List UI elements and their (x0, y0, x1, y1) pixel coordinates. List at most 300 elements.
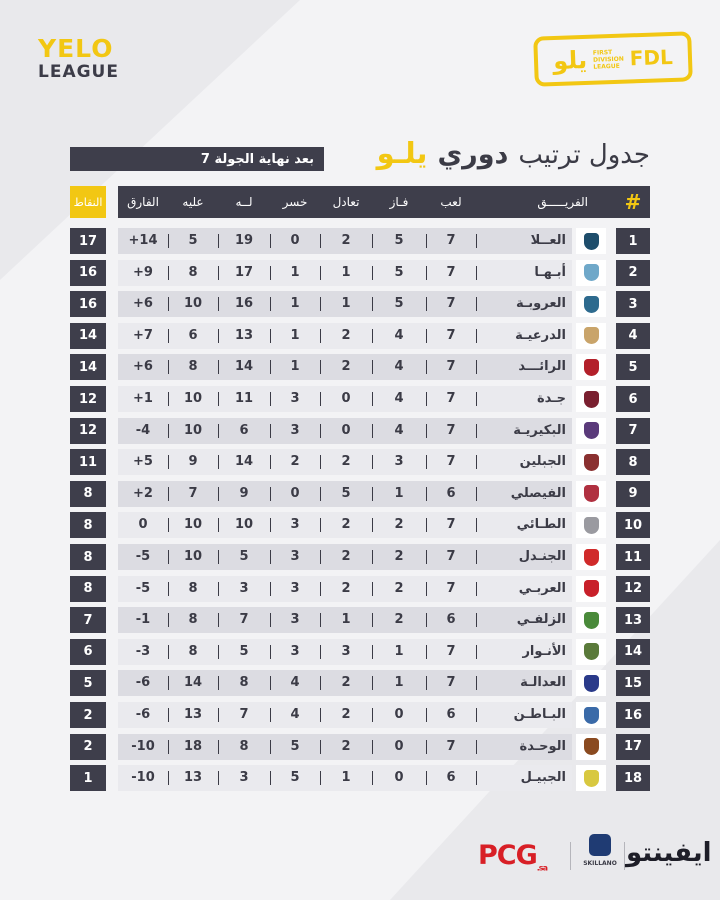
team-crest (576, 734, 606, 760)
yelo-logo-word: YELO (38, 34, 114, 63)
cell-separator (476, 771, 477, 785)
table-row (70, 449, 650, 475)
diff-cell: +7 (133, 327, 153, 343)
stats-bar (118, 354, 572, 380)
played-cell: 7 (446, 643, 456, 659)
team-name: العــلا (530, 233, 566, 248)
stats-bar (118, 228, 572, 254)
team-crest-icon (584, 327, 599, 344)
drawn-cell: 0 (341, 391, 351, 406)
team-name: الفيصلي (510, 485, 566, 501)
points-cell: 8 (70, 544, 106, 570)
drawn-cell: 2 (341, 675, 351, 691)
team-crest-icon (584, 296, 599, 313)
drawn-cell: 2 (341, 454, 351, 470)
drawn-cell: 1 (341, 770, 351, 786)
team-crest (576, 576, 606, 602)
table-row (70, 386, 650, 412)
won-cell: 2 (394, 517, 404, 533)
diff-cell: +9 (133, 264, 153, 280)
stats-bar (118, 449, 572, 475)
won-cell: 4 (394, 327, 404, 343)
stats-bar (118, 260, 572, 286)
rank-cell: 7 (616, 418, 650, 444)
efintu-logo: ايفينتو (626, 838, 712, 868)
played-cell: 7 (446, 327, 456, 343)
rank-cell: 12 (616, 576, 650, 602)
team-crest-icon (584, 485, 599, 502)
team-name: الأنـوار (522, 643, 566, 659)
lost-cell: 0 (290, 485, 300, 501)
table-row (70, 291, 650, 317)
lost-cell: 3 (290, 422, 300, 438)
team-crest (576, 354, 606, 380)
header-diff: الفارق (127, 195, 159, 209)
team-crest-icon (584, 391, 599, 408)
header-won: فـاز (389, 195, 409, 209)
cell-separator (476, 708, 477, 722)
table-row (70, 607, 650, 633)
won-cell: 1 (394, 675, 404, 691)
lost-cell: 1 (290, 359, 300, 375)
drawn-cell: 2 (341, 549, 351, 564)
drawn-cell: 2 (341, 327, 351, 343)
for-cell: 19 (234, 233, 254, 248)
rank-cell: 3 (616, 291, 650, 317)
cell-separator (476, 582, 477, 596)
team-crest (576, 670, 606, 696)
team-crest-icon (584, 675, 599, 692)
for-cell: 11 (234, 391, 254, 406)
team-crest (576, 702, 606, 728)
stats-bar (118, 323, 572, 349)
team-name: العربـي (518, 580, 566, 596)
table-row (70, 418, 650, 444)
team-crest-icon (584, 770, 599, 787)
for-cell: 8 (239, 738, 249, 754)
diff-cell: +2 (133, 485, 153, 501)
won-cell: 5 (394, 264, 404, 280)
header-played: لعب (440, 195, 462, 209)
diff-cell: +5 (133, 454, 153, 470)
points-cell: 14 (70, 354, 106, 380)
table-row (70, 481, 650, 507)
points-cell: 5 (70, 670, 106, 696)
team-name: الطـائي (516, 517, 566, 533)
played-cell: 7 (446, 675, 456, 691)
against-cell: 13 (183, 770, 203, 786)
team-crest (576, 512, 606, 538)
lost-cell: 0 (290, 233, 300, 248)
rank-cell: 11 (616, 544, 650, 570)
points-cell: 14 (70, 323, 106, 349)
team-crest (576, 639, 606, 665)
against-cell: 14 (183, 675, 203, 691)
team-crest (576, 418, 606, 444)
stats-bar (118, 544, 572, 570)
lost-cell: 1 (290, 264, 300, 280)
table-row (70, 512, 650, 538)
won-cell: 3 (394, 454, 404, 470)
fdl-logo-arabic: يلو (552, 45, 588, 76)
against-cell: 10 (183, 549, 203, 564)
rank-cell: 10 (616, 512, 650, 538)
rank-cell: 2 (616, 260, 650, 286)
lost-cell: 3 (290, 612, 300, 628)
points-cell: 11 (70, 449, 106, 475)
for-cell: 3 (239, 770, 249, 786)
drawn-cell: 5 (341, 485, 351, 501)
diff-cell: -5 (135, 549, 151, 564)
points-cell: 16 (70, 260, 106, 286)
played-cell: 7 (446, 580, 456, 596)
table-row (70, 734, 650, 760)
stats-bar (118, 386, 572, 412)
team-crest (576, 260, 606, 286)
team-name: الزلفـي (516, 612, 566, 628)
table-header (70, 186, 650, 218)
pcg-logo: $PCG_{.sa}$ (478, 840, 547, 873)
for-cell: 5 (239, 643, 249, 659)
drawn-cell: 0 (341, 422, 351, 438)
drawn-cell: 1 (341, 296, 351, 312)
diff-cell: -10 (131, 770, 155, 786)
cell-separator (476, 518, 477, 532)
sponsors-bar (478, 832, 712, 882)
team-crest-icon (584, 454, 599, 471)
against-cell: 8 (188, 612, 198, 628)
cell-separator (476, 266, 477, 280)
won-cell: 2 (394, 580, 404, 596)
fdl-logo-text: FDL (629, 44, 674, 71)
rank-cell: 18 (616, 765, 650, 791)
for-cell: 14 (234, 359, 254, 375)
team-crest-icon (584, 580, 599, 597)
against-cell: 10 (183, 391, 203, 406)
points-cell: 17 (70, 228, 106, 254)
table-row (70, 228, 650, 254)
header-points: النقاط (70, 186, 106, 218)
team-name: الجنـدل (518, 549, 566, 564)
drawn-cell: 2 (341, 517, 351, 533)
diff-cell: +1 (133, 391, 153, 406)
sponsor-divider (570, 842, 571, 870)
team-name: البكيريـة (513, 422, 566, 438)
rank-cell: 14 (616, 639, 650, 665)
played-cell: 7 (446, 296, 456, 312)
diff-cell: -6 (135, 675, 151, 691)
against-cell: 18 (183, 738, 203, 754)
table-row (70, 323, 650, 349)
played-cell: 7 (446, 454, 456, 470)
cell-separator (476, 360, 477, 374)
fdl-logo-small-text: FIRST DIVISION LEAGUE (592, 48, 624, 71)
cell-separator (476, 329, 477, 343)
lost-cell: 5 (290, 770, 300, 786)
yelo-league-logo (38, 36, 119, 82)
team-crest-icon (584, 707, 599, 724)
lost-cell: 3 (290, 391, 300, 406)
won-cell: 4 (394, 422, 404, 438)
rank-cell: 4 (616, 323, 650, 349)
rank-cell: 5 (616, 354, 650, 380)
against-cell: 8 (188, 264, 198, 280)
team-crest (576, 765, 606, 791)
points-cell: 12 (70, 418, 106, 444)
points-cell: 7 (70, 607, 106, 633)
cell-separator (476, 297, 477, 311)
won-cell: 1 (394, 485, 404, 501)
team-name: الدرعيـة (515, 327, 566, 343)
played-cell: 6 (446, 612, 456, 628)
points-cell: 1 (70, 765, 106, 791)
stats-bar (118, 734, 572, 760)
cell-separator (476, 740, 477, 754)
rank-cell: 16 (616, 702, 650, 728)
cell-separator (476, 676, 477, 690)
lost-cell: 3 (290, 580, 300, 596)
header-for: لــه (235, 195, 253, 209)
lost-cell: 4 (290, 675, 300, 691)
team-crest-icon (584, 359, 599, 376)
team-crest-icon (584, 738, 599, 755)
played-cell: 7 (446, 233, 456, 248)
title-part-2: دوري (437, 139, 509, 170)
stats-bar (118, 702, 572, 728)
team-name: العدالـة (520, 675, 566, 691)
stats-bar (118, 512, 572, 538)
lost-cell: 2 (290, 454, 300, 470)
rank-cell: 1 (616, 228, 650, 254)
for-cell: 5 (239, 549, 249, 564)
drawn-cell: 2 (341, 580, 351, 596)
points-cell: 8 (70, 512, 106, 538)
won-cell: 2 (394, 612, 404, 628)
table-row (70, 260, 650, 286)
won-cell: 2 (394, 549, 404, 564)
lost-cell: 5 (290, 738, 300, 754)
played-cell: 6 (446, 707, 456, 722)
for-cell: 8 (239, 675, 249, 691)
points-cell: 2 (70, 734, 106, 760)
team-crest-icon (584, 517, 599, 534)
played-cell: 7 (446, 549, 456, 564)
points-cell: 6 (70, 639, 106, 665)
drawn-cell: 1 (341, 264, 351, 280)
for-cell: 3 (239, 580, 249, 596)
table-row (70, 702, 650, 728)
for-cell: 16 (234, 296, 254, 312)
drawn-cell: 2 (341, 738, 351, 754)
for-cell: 17 (234, 264, 254, 280)
table-row (70, 639, 650, 665)
team-crest-icon (584, 233, 599, 250)
played-cell: 6 (446, 770, 456, 786)
played-cell: 7 (446, 391, 456, 406)
title-part-1: جدول ترتيب (518, 140, 650, 170)
against-cell: 5 (188, 233, 198, 248)
against-cell: 10 (183, 422, 203, 438)
team-crest-icon (584, 643, 599, 660)
cell-separator (476, 645, 477, 659)
played-cell: 7 (446, 738, 456, 754)
points-cell: 16 (70, 291, 106, 317)
won-cell: 0 (394, 707, 404, 722)
rank-cell: 6 (616, 386, 650, 412)
team-crest (576, 607, 606, 633)
header-drawn: تعادل (332, 195, 360, 209)
cell-separator (476, 487, 477, 501)
diff-cell: +6 (133, 359, 153, 375)
cell-separator (476, 613, 477, 627)
team-name: الجبلين (519, 454, 566, 470)
table-row (70, 576, 650, 602)
stats-bar (118, 576, 572, 602)
against-cell: 8 (188, 643, 198, 659)
diff-cell: +14 (128, 233, 158, 248)
for-cell: 9 (239, 485, 249, 501)
against-cell: 8 (188, 359, 198, 375)
for-cell: 7 (239, 707, 249, 722)
team-crest (576, 228, 606, 254)
points-cell: 8 (70, 481, 106, 507)
table-row (70, 354, 650, 380)
rank-cell: 13 (616, 607, 650, 633)
against-cell: 10 (183, 517, 203, 533)
lost-cell: 1 (290, 327, 300, 343)
rank-cell: 8 (616, 449, 650, 475)
diff-cell: -1 (135, 612, 151, 628)
team-name: الوحـدة (519, 738, 566, 754)
stats-bar (118, 765, 572, 791)
team-crest (576, 386, 606, 412)
cell-separator (476, 392, 477, 406)
drawn-cell: 1 (341, 612, 351, 628)
stats-bar (118, 418, 572, 444)
skillano-icon (589, 834, 611, 856)
header-lost: خسر (282, 195, 308, 209)
lost-cell: 3 (290, 517, 300, 533)
played-cell: 7 (446, 264, 456, 280)
rank-cell: 9 (616, 481, 650, 507)
played-cell: 7 (446, 422, 456, 438)
diff-cell: 0 (138, 517, 148, 533)
fdl-logo (533, 31, 693, 86)
team-crest (576, 481, 606, 507)
cell-separator (476, 234, 477, 248)
team-crest-icon (584, 422, 599, 439)
drawn-cell: 2 (341, 359, 351, 375)
team-crest (576, 323, 606, 349)
diff-cell: +6 (133, 296, 153, 312)
diff-cell: -6 (135, 707, 151, 722)
sponsor-divider (624, 842, 625, 870)
for-cell: 13 (234, 327, 254, 343)
table-row (70, 765, 650, 791)
header-team: الفريـــــق (537, 195, 588, 209)
against-cell: 6 (188, 327, 198, 343)
stats-bar (118, 481, 572, 507)
for-cell: 10 (234, 517, 254, 533)
cell-separator (476, 550, 477, 564)
team-crest (576, 544, 606, 570)
won-cell: 5 (394, 296, 404, 312)
team-name: جـدة (537, 391, 566, 406)
table-row (70, 544, 650, 570)
yelo-logo-sub: LEAGUE (38, 62, 119, 82)
drawn-cell: 2 (341, 707, 351, 722)
team-crest (576, 291, 606, 317)
stats-bar (118, 670, 572, 696)
diff-cell: -10 (131, 738, 155, 754)
played-cell: 7 (446, 359, 456, 375)
lost-cell: 3 (290, 549, 300, 564)
diff-cell: -5 (135, 580, 151, 596)
against-cell: 8 (188, 580, 198, 596)
won-cell: 1 (394, 643, 404, 659)
team-crest (576, 449, 606, 475)
team-name: العروبـة (515, 296, 566, 312)
stats-bar (118, 291, 572, 317)
rank-cell: 17 (616, 734, 650, 760)
points-cell: 12 (70, 386, 106, 412)
against-cell: 9 (188, 454, 198, 470)
played-cell: 7 (446, 517, 456, 533)
played-cell: 6 (446, 485, 456, 501)
won-cell: 0 (394, 738, 404, 754)
team-name: أبـهـا (534, 264, 566, 280)
against-cell: 13 (183, 707, 203, 722)
won-cell: 5 (394, 233, 404, 248)
table-row (70, 670, 650, 696)
for-cell: 7 (239, 612, 249, 628)
team-name: الجبيـل (520, 770, 566, 786)
for-cell: 14 (234, 454, 254, 470)
points-cell: 2 (70, 702, 106, 728)
cell-separator (476, 455, 477, 469)
lost-cell: 3 (290, 643, 300, 659)
header-rank: # (616, 186, 650, 218)
lost-cell: 4 (290, 707, 300, 722)
won-cell: 0 (394, 770, 404, 786)
team-crest-icon (584, 612, 599, 629)
team-crest-icon (584, 549, 599, 566)
diff-cell: -3 (135, 643, 151, 659)
skillano-logo: SKILLANO (582, 832, 618, 880)
stats-bar (118, 639, 572, 665)
round-subtitle: بعد نهاية الجولة 7 (70, 147, 324, 171)
won-cell: 4 (394, 391, 404, 406)
cell-separator (476, 424, 477, 438)
team-crest-icon (584, 264, 599, 281)
lost-cell: 1 (290, 296, 300, 312)
page-title (377, 136, 650, 170)
won-cell: 4 (394, 359, 404, 375)
team-name: الرائـــد (518, 359, 566, 375)
against-cell: 10 (183, 296, 203, 312)
rank-cell: 15 (616, 670, 650, 696)
against-cell: 7 (188, 485, 198, 501)
drawn-cell: 2 (341, 233, 351, 248)
title-part-3: يلـو (376, 136, 428, 170)
header-columns (118, 186, 642, 218)
drawn-cell: 3 (341, 643, 351, 659)
for-cell: 6 (239, 422, 249, 438)
header-against: عليه (182, 195, 204, 209)
points-cell: 8 (70, 576, 106, 602)
team-name: البـاطـن (513, 707, 566, 722)
stats-bar (118, 607, 572, 633)
